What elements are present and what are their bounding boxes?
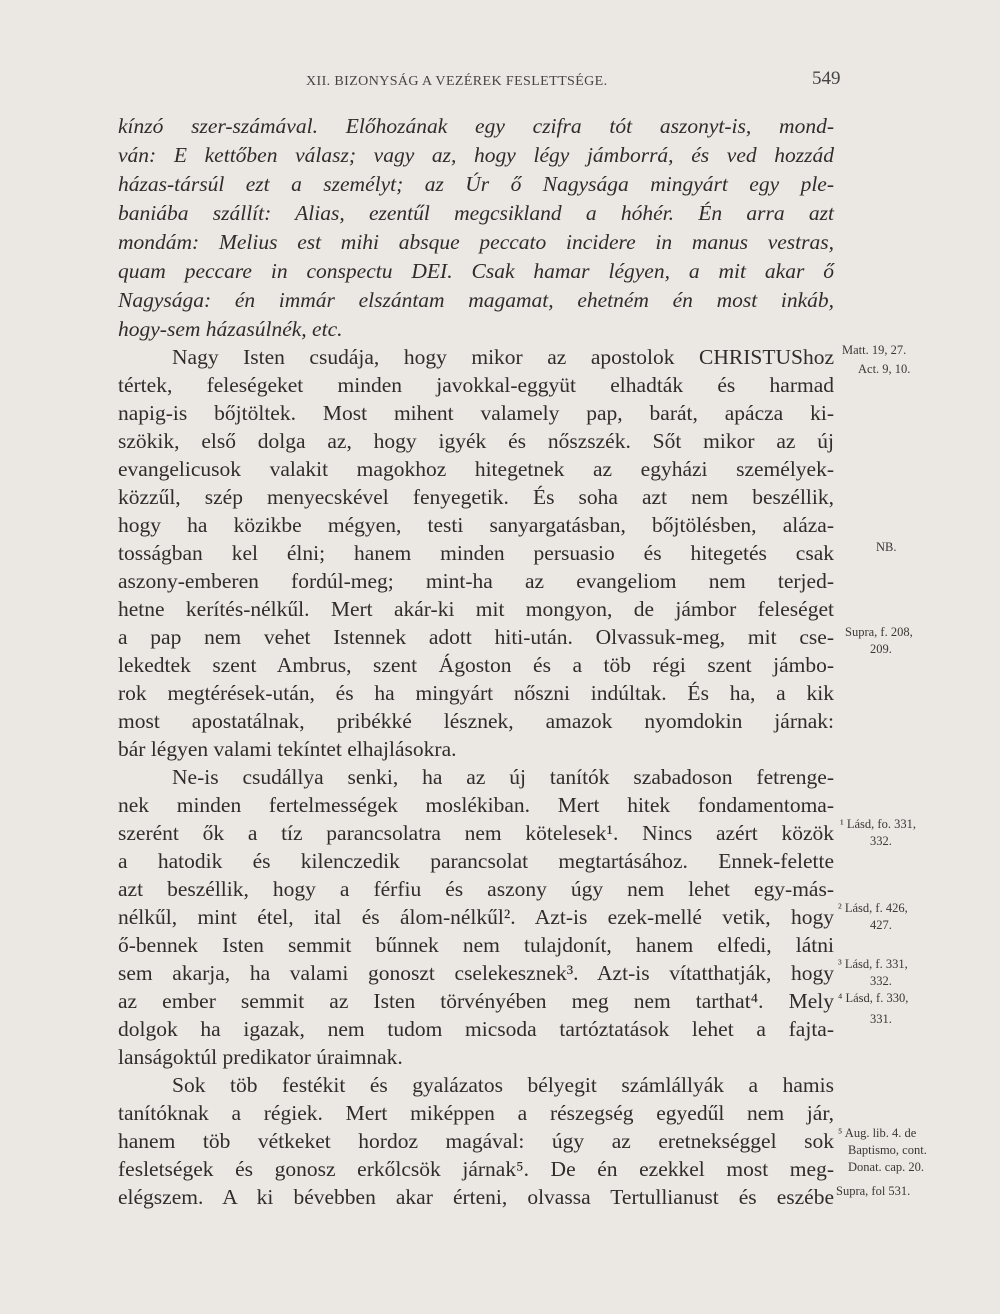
text-line: ván: E kettőben válasz; vagy az, hogy légy jámborrá, és ved hozzád bbox=[118, 143, 834, 167]
margin-note: ¹ Lásd, fo. 331, bbox=[840, 817, 916, 831]
margin-note: NB. bbox=[876, 540, 897, 554]
text-line: a pap nem vehet Istennek adott hiti-után. Olvassuk-meg, mit cse- bbox=[118, 625, 834, 649]
text-line: nek minden fertelmességek moslékiban. Mert hitek fondamentoma- bbox=[118, 793, 834, 817]
margin-note: 427. bbox=[870, 918, 892, 932]
text-line: fesletségek és gonosz erkőlcsök járnak⁵. De én ezekkel most meg- bbox=[118, 1157, 834, 1181]
text-line: lekedtek szent Ambrus, szent Ágoston és a töb régi szent jámbo- bbox=[118, 653, 834, 677]
text-line: hanem töb vétkeket hordoz magával: úgy az eretnekséggel sok bbox=[118, 1129, 834, 1153]
text-line: tértek, feleségeket minden javokkal-eggyüt elhadták és harmad bbox=[118, 373, 834, 397]
margin-note: Supra, fol 531. bbox=[836, 1184, 911, 1198]
margin-note: 332. bbox=[870, 974, 892, 988]
page-number: 549 bbox=[812, 68, 841, 89]
text-line: dolgok ha igazak, nem tudom micsoda tartóztatások lehet a fajta- bbox=[118, 1017, 834, 1041]
text-line: elégszem. A ki bévebben akar érteni, olvassa Tertullianust és eszébe bbox=[118, 1185, 834, 1209]
text-line: ő-bennek Isten semmit bűnnek nem tulajdonít, hanem elfedi, látni bbox=[118, 933, 834, 957]
text-line: lanságoktúl predikator úraimnak. bbox=[118, 1045, 403, 1069]
text-line: most apostatálnak, pribékké lésznek, amazok nyomdokin járnak: bbox=[118, 709, 834, 733]
margin-note: Baptismo, cont. bbox=[848, 1143, 927, 1157]
text-line: quam peccare in conspectu DEI. Csak hamar légyen, a mit akar ő bbox=[118, 259, 834, 283]
running-title: XII. BIZONYSÁG A VEZÉREK FESLETTSÉGE. bbox=[306, 74, 608, 89]
margin-note: Matt. 19, 27. bbox=[842, 343, 907, 357]
margin-note: Donat. cap. 20. bbox=[848, 1160, 925, 1174]
text-line: hetne kerítés-nélkűl. Mert akár-ki mit mongyon, de jámbor feleséget bbox=[118, 597, 834, 621]
text-line: tosságban kel élni; hanem minden persuasio és hitegetés csak bbox=[118, 541, 834, 565]
text-line: hogy ha közikbe mégyen, testi sanyargatásban, bőjtölésben, aláza- bbox=[118, 513, 834, 537]
text-line: Ne-is csudállya senki, ha az új tanítók szabadoson fetrenge- bbox=[172, 765, 834, 789]
text-line: Sok töb festékit és gyalázatos bélyegit számlállyák a hamis bbox=[172, 1073, 834, 1097]
text-line: házas-társúl ezt a személyt; az Úr ő Nagysága mingyárt egy ple- bbox=[118, 172, 834, 196]
text-line: bár légyen valami tekíntet elhajlásokra. bbox=[118, 737, 457, 761]
text-line: azt beszéllik, hogy a férfiu és aszony úgy nem lehet egy-más- bbox=[118, 877, 834, 901]
text-line: a hatodik és kilenczedik parancsolat megtartásához. Ennek-felette bbox=[118, 849, 834, 873]
text-line: hogy-sem házasúlnék, etc. bbox=[118, 317, 343, 341]
text-line: napig-is bőjtöltek. Most mihent valamely pap, barát, apácza ki- bbox=[118, 401, 834, 425]
margin-note: Act. 9, 10. bbox=[858, 362, 911, 376]
margin-note: 331. bbox=[870, 1012, 892, 1026]
margin-note: ² Lásd, f. 426, bbox=[838, 901, 908, 915]
text-line: kínzó szer-számával. Előhozának egy czifra tót aszonyt-is, mond- bbox=[118, 114, 834, 138]
text-line: Nagy Isten csudája, hogy mikor az apostolok CHRISTUShoz bbox=[172, 345, 834, 369]
text-line: szerént ők a tíz parancsolatra nem kötelesek¹. Nincs azért közök bbox=[118, 821, 834, 845]
text-line: szökik, első dolga az, hogy igyék és nőszszék. Sőt mikor az új bbox=[118, 429, 834, 453]
margin-note: ⁴ Lásd, f. 330, bbox=[838, 991, 909, 1005]
text-line: rok megtérések-után, és ha mingyárt nőszni indúltak. És ha, a kik bbox=[118, 681, 834, 705]
text-line: evangelicusok valakit magokhoz hitegetnek az egyházi személyek- bbox=[118, 457, 834, 481]
text-line: tanítóknak a régiek. Mert miképpen a részegség egyedűl nem jár, bbox=[118, 1101, 834, 1125]
text-line: mondám: Melius est mihi absque peccato incidere in manus vestras, bbox=[118, 230, 834, 254]
text-line: nélkűl, mint étel, ital és álom-nélkűl². Azt-is ezek-mellé vetik, hogy bbox=[118, 905, 834, 929]
margin-note: ⁵ Aug. lib. 4. de bbox=[838, 1126, 917, 1140]
text-line: az ember semmit az Isten törvényében meg nem tarthat⁴. Mely bbox=[118, 989, 834, 1013]
text-line: sem akarja, ha valami gonoszt cselekesznek³. Azt-is vítatthatják, hogy bbox=[118, 961, 834, 985]
margin-note: ³ Lásd, f. 331, bbox=[838, 957, 908, 971]
text-line: közzűl, szép menyecskével fenyegetik. És soha azt nem beszéllik, bbox=[118, 485, 834, 509]
text-line: aszony-emberen fordúl-meg; mint-ha az evangeliom nem terjed- bbox=[118, 569, 834, 593]
text-line: Nagysága: én immár elszántam magamat, ehetném én most inkáb, bbox=[118, 288, 834, 312]
margin-note: Supra, f. 208, bbox=[845, 625, 913, 639]
margin-note: 332. bbox=[870, 834, 892, 848]
margin-note: 209. bbox=[870, 642, 892, 656]
text-line: baniába szállít: Alias, ezentűl megcsikland a hóhér. Én arra azt bbox=[118, 201, 834, 225]
